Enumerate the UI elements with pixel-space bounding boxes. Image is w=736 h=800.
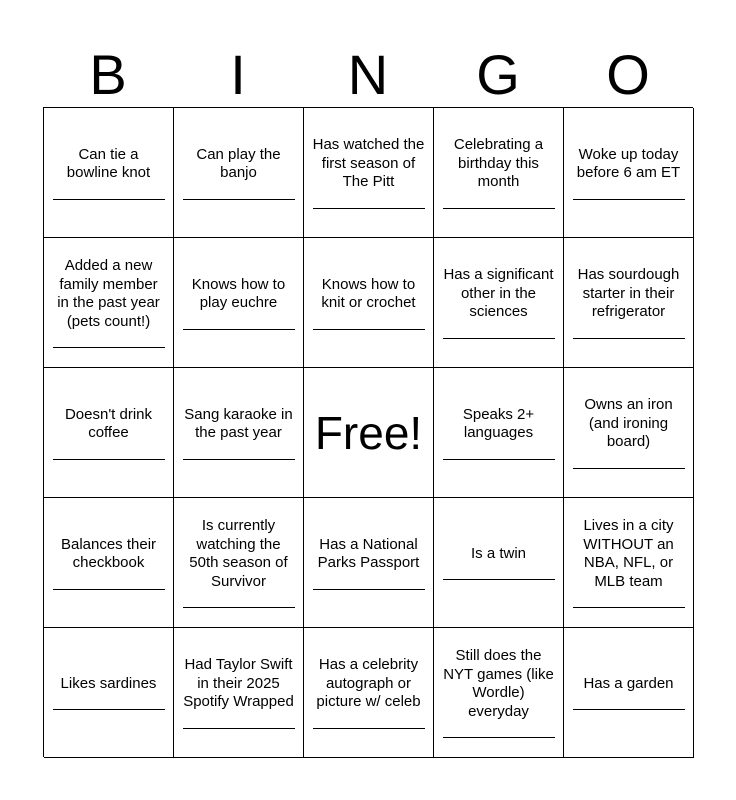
cell-prompt: Doesn't drink coffee bbox=[64, 405, 153, 441]
bingo-cell[interactable] bbox=[304, 498, 434, 628]
cell-prompt: Celebrating a birthday this month bbox=[453, 136, 544, 191]
signature-line bbox=[443, 737, 555, 738]
signature-line bbox=[53, 459, 165, 460]
bingo-cell[interactable] bbox=[564, 498, 694, 628]
bingo-cell[interactable] bbox=[304, 628, 434, 758]
bingo-cell[interactable] bbox=[174, 238, 304, 368]
signature-line bbox=[573, 709, 685, 710]
cell-prompt: Has sourdough starter in their refrigerator bbox=[577, 266, 680, 321]
free-space-label: Free! bbox=[314, 406, 423, 459]
cell-prompt: Has a significant other in the sciences bbox=[443, 266, 554, 321]
signature-line bbox=[183, 607, 295, 608]
bingo-cell[interactable] bbox=[174, 628, 304, 758]
cell-prompt: Lives in a city WITHOUT an NBA, NFL, or MLB team bbox=[583, 517, 674, 590]
bingo-cell[interactable] bbox=[44, 628, 174, 758]
free-space-cell[interactable] bbox=[304, 368, 434, 498]
signature-line bbox=[53, 709, 165, 710]
signature-line bbox=[573, 607, 685, 608]
cell-prompt: Is currently watching the 50th season of Survivor bbox=[189, 517, 288, 590]
bingo-card-grid bbox=[43, 107, 693, 757]
bingo-cell[interactable] bbox=[174, 498, 304, 628]
bingo-cell[interactable] bbox=[434, 498, 564, 628]
bingo-cell[interactable] bbox=[564, 238, 694, 368]
signature-line bbox=[53, 347, 165, 348]
cell-prompt: Has watched the first season of The Pitt bbox=[312, 136, 425, 191]
bingo-cell[interactable] bbox=[564, 628, 694, 758]
cell-prompt: Balances their checkbook bbox=[60, 535, 157, 571]
signature-line bbox=[573, 468, 685, 469]
signature-line bbox=[443, 459, 555, 460]
signature-line bbox=[183, 728, 295, 729]
signature-line bbox=[573, 199, 685, 200]
bingo-cell[interactable] bbox=[564, 108, 694, 238]
signature-line bbox=[573, 338, 685, 339]
bingo-cell[interactable] bbox=[434, 628, 564, 758]
signature-line bbox=[183, 199, 295, 200]
bingo-cell[interactable] bbox=[174, 108, 304, 238]
signature-line bbox=[313, 589, 425, 590]
cell-prompt: Knows how to play euchre bbox=[191, 275, 286, 311]
cell-prompt: Woke up today before 6 am ET bbox=[576, 145, 681, 181]
signature-line bbox=[183, 329, 295, 330]
header-letter-b: B bbox=[89, 43, 127, 106]
cell-prompt: Added a new family member in the past year (pets count!) bbox=[57, 257, 160, 330]
bingo-cell[interactable] bbox=[44, 368, 174, 498]
cell-prompt: Had Taylor Swift in their 2025 Spotify Wrapped bbox=[183, 656, 294, 711]
cell-prompt: Still does the NYT games (like Wordle) everyday bbox=[443, 647, 554, 720]
cell-prompt: Likes sardines bbox=[60, 674, 157, 692]
cell-prompt: Can tie a bowline knot bbox=[66, 145, 151, 181]
cell-prompt: Has a celebrity autograph or picture w/ celeb bbox=[316, 656, 421, 711]
bingo-cell[interactable] bbox=[304, 108, 434, 238]
signature-line bbox=[443, 338, 555, 339]
header-letter-n: N bbox=[347, 43, 389, 106]
bingo-cell[interactable] bbox=[434, 368, 564, 498]
bingo-cell[interactable] bbox=[174, 368, 304, 498]
bingo-header bbox=[43, 44, 693, 106]
bingo-cell[interactable] bbox=[304, 238, 434, 368]
signature-line bbox=[183, 459, 295, 460]
header-letter-o: O bbox=[606, 43, 650, 106]
signature-line bbox=[313, 728, 425, 729]
header-letter-g: G bbox=[476, 43, 520, 106]
cell-prompt: Owns an iron (and ironing board) bbox=[584, 396, 673, 451]
bingo-cell[interactable] bbox=[434, 238, 564, 368]
cell-prompt: Has a garden bbox=[583, 674, 674, 692]
header-letter-i: I bbox=[230, 43, 246, 106]
cell-prompt: Has a National Parks Passport bbox=[317, 535, 420, 571]
cell-prompt: Speaks 2+ languages bbox=[462, 405, 535, 441]
cell-prompt: Sang karaoke in the past year bbox=[184, 405, 293, 441]
signature-line bbox=[53, 199, 165, 200]
cell-prompt: Knows how to knit or crochet bbox=[321, 275, 416, 311]
bingo-cell[interactable] bbox=[44, 108, 174, 238]
bingo-cell[interactable] bbox=[564, 368, 694, 498]
signature-line bbox=[53, 589, 165, 590]
signature-line bbox=[443, 579, 555, 580]
bingo-cell[interactable] bbox=[44, 498, 174, 628]
signature-line bbox=[443, 208, 555, 209]
bingo-cell[interactable] bbox=[44, 238, 174, 368]
bingo-cell[interactable] bbox=[434, 108, 564, 238]
cell-prompt: Is a twin bbox=[470, 544, 527, 562]
signature-line bbox=[313, 208, 425, 209]
signature-line bbox=[313, 329, 425, 330]
cell-prompt: Can play the banjo bbox=[196, 145, 281, 181]
